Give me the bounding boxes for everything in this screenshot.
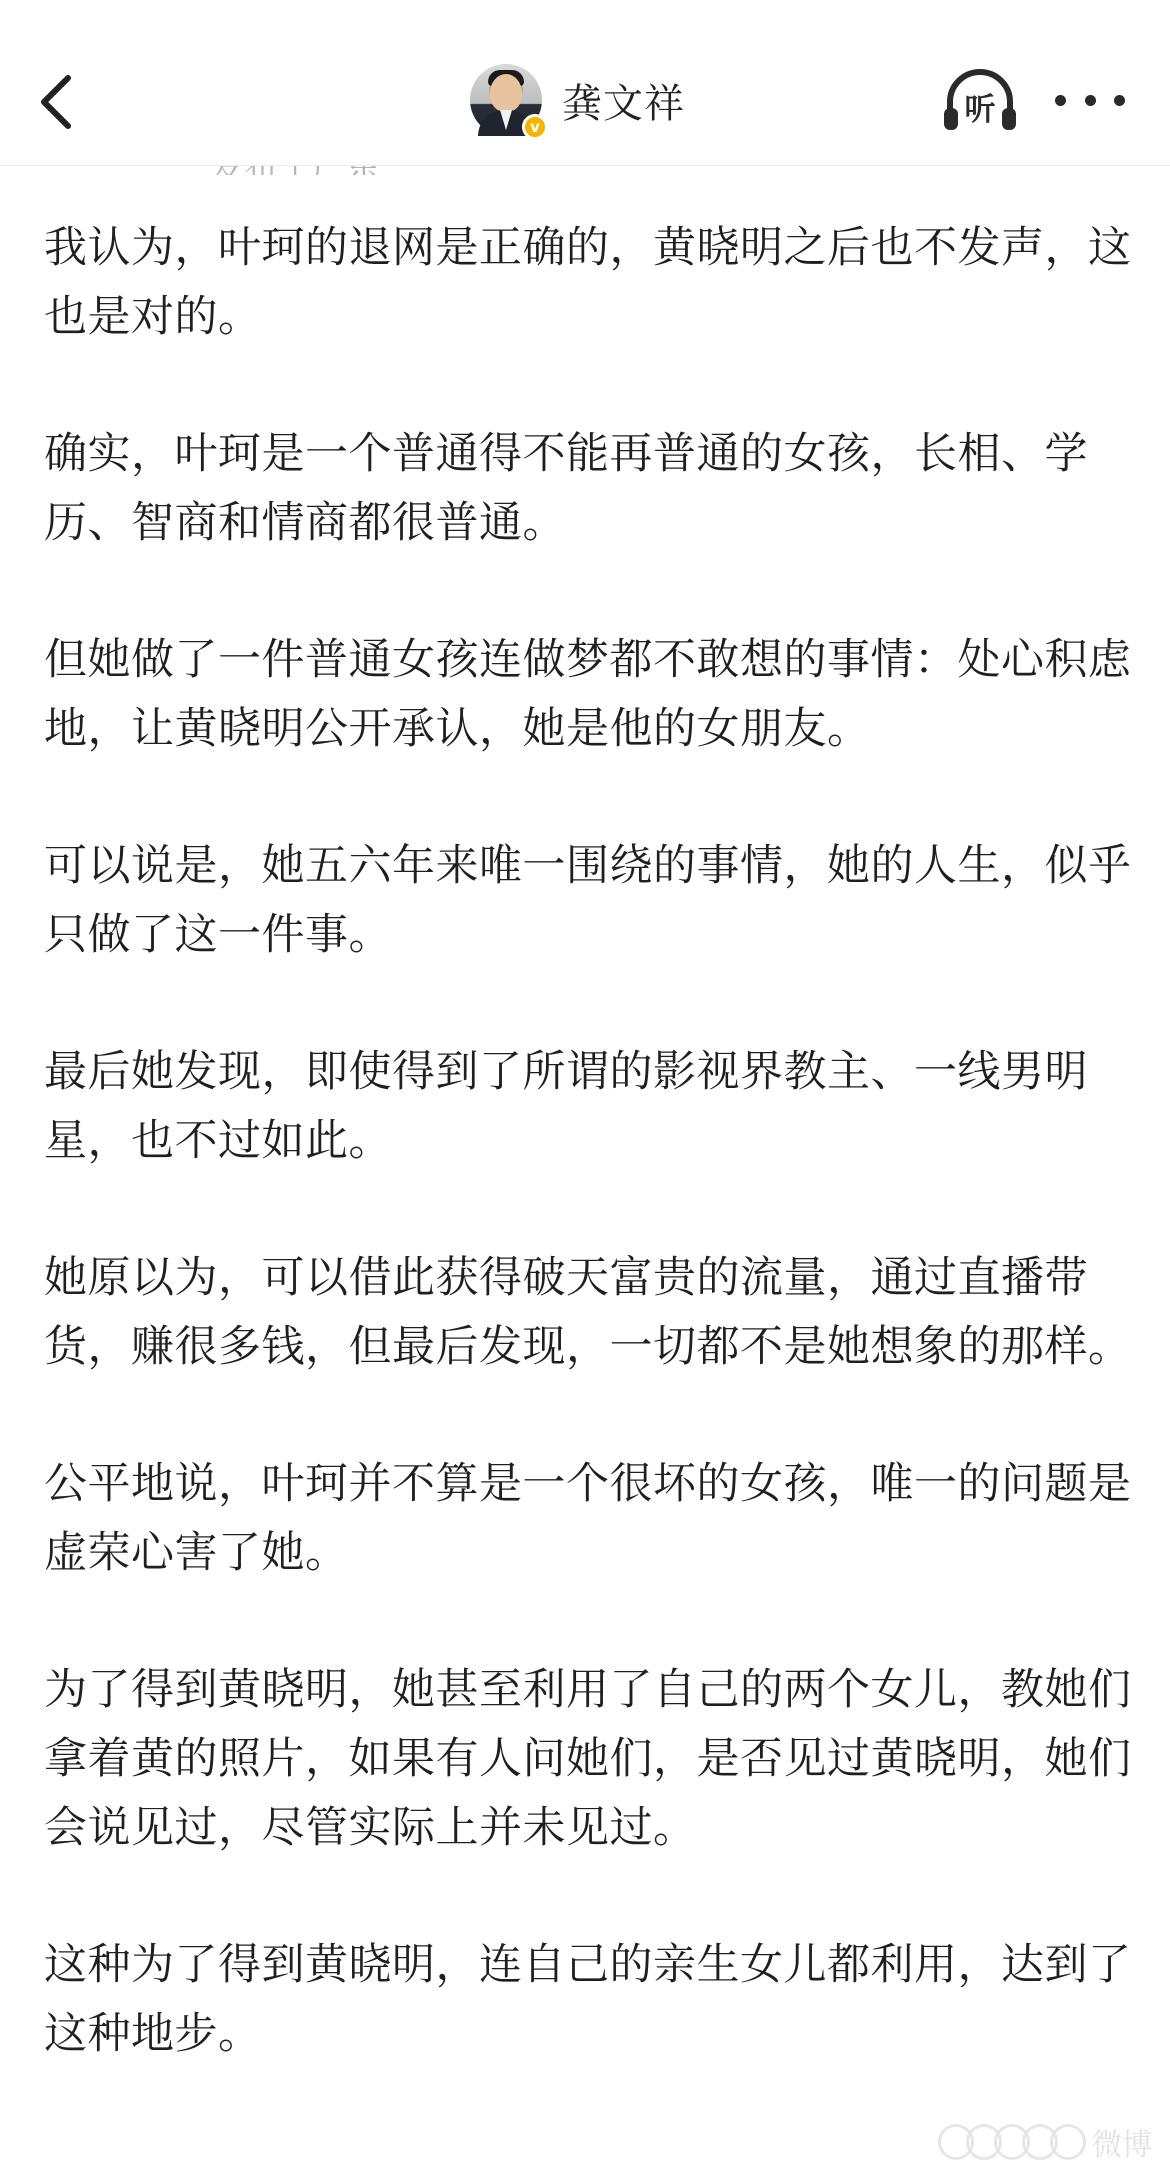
listen-button[interactable]	[940, 62, 1020, 142]
article-paragraph: 这种为了得到黄晓明，连自己的亲生女儿都利用，达到了这种地步。	[44, 1940, 1132, 2059]
article-paragraph: 可以说是，她五六年来唯一围绕的事情，她的人生，似乎只做了这一件事。	[44, 841, 1132, 960]
author-name[interactable]: 龚文祥	[562, 80, 685, 127]
avatar[interactable]	[470, 64, 542, 136]
article-paragraph: 公平地说，叶珂并不算是一个很坏的女孩，唯一的问题是虚荣心害了她。	[44, 1459, 1132, 1578]
article-paragraph: 为了得到黄晓明，她甚至利用了自己的两个女儿，教她们拿着黄的照片，如果有人问她们，是否见过黄晓明，她们会说见过，尽管实际上并未见过。	[44, 1665, 1132, 1853]
article-paragraph: 我认为，叶珂的退网是正确的，黄晓明之后也不发声，这也是对的。	[44, 223, 1132, 342]
back-button[interactable]	[28, 62, 84, 142]
verified-badge-icon: v	[522, 114, 548, 140]
listen-label: 听	[964, 92, 996, 128]
top-navigation-bar	[0, 0, 1170, 166]
article-paragraph: 她原以为，可以借此获得破天富贵的流量，通过直播带货，赚很多钱，但最后发现，一切都不是她想象的那样。	[44, 1253, 1132, 1372]
article-body	[44, 214, 1134, 2137]
article-paragraph: 最后她发现，即使得到了所谓的影视界教主、一线男明星，也不过如此。	[44, 1047, 1088, 1166]
article-paragraph: 但她做了一件普通女孩连做梦都不敢想的事情：处心积虑地，让黄晓明公开承认，她是他的女朋友。	[44, 635, 1132, 754]
article-paragraph: 确实，叶珂是一个普通得不能再普通的女孩，长相、学历、智商和情商都很普通。	[44, 429, 1088, 548]
author-info[interactable]	[470, 60, 685, 140]
chevron-left-icon	[36, 72, 76, 132]
watermark	[946, 2116, 1152, 2168]
more-options-button[interactable]	[1055, 80, 1125, 120]
watermark-text: 微博	[1092, 2128, 1152, 2163]
more-dots-icon	[1055, 95, 1066, 106]
